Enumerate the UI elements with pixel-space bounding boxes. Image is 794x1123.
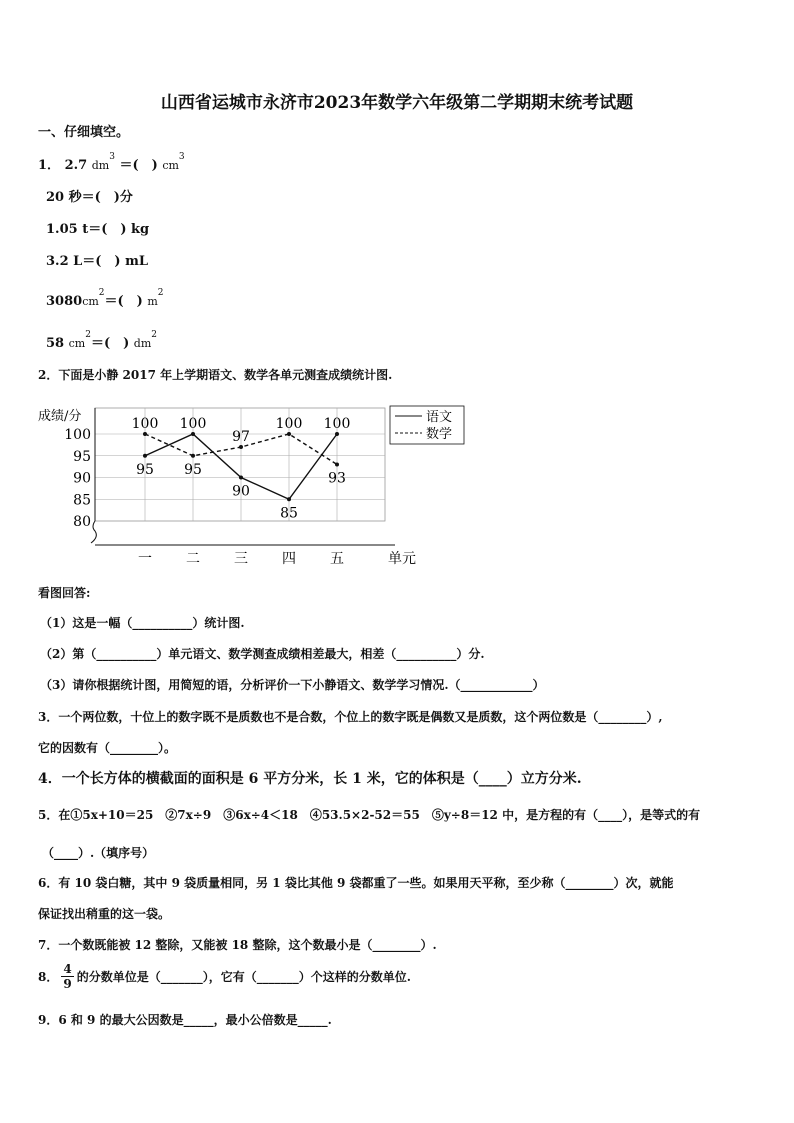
q1-l5-unit-1: cm — [82, 295, 99, 308]
q1-unit-cm: cm — [162, 159, 179, 172]
q1-unit-dm-power: 3 — [109, 152, 115, 162]
data-point — [143, 432, 147, 436]
q6-line-1: 6．有 10 袋白糖，其中 9 袋质量相同，另 1 袋比其他 9 袋都重了一些。如果用天平称，至少称（________）次，就能 — [38, 876, 674, 890]
data-label: 100 — [179, 416, 207, 432]
section-heading: 一、仔细填空。 — [38, 125, 130, 140]
chart-legend — [390, 406, 464, 444]
x-tick-label: 二 — [186, 551, 200, 567]
q1-l5-blank: ＝( ) — [104, 294, 143, 309]
q8-denominator: 9 — [63, 977, 72, 991]
x-tick-label: 五 — [330, 551, 344, 567]
y-tick-label: 95 — [73, 448, 91, 465]
y-tick-label: 90 — [73, 470, 91, 487]
q2-sub-2: （2）第（__________）单元语文、数学测查成绩相差最大，相差（__________）分. — [40, 647, 485, 661]
q1-line-2: 20 秒＝( )分 — [46, 190, 133, 205]
q2-look-heading: 看图回答: — [38, 586, 91, 600]
q1-l6-blank: ＝( ) — [90, 336, 130, 351]
q1-number: 1． — [38, 158, 61, 173]
data-label: 95 — [184, 461, 202, 478]
data-label: 93 — [328, 470, 346, 487]
q2-text: 2．下面是小静 2017 年上学期语文、数学各单元测查成绩统计图. — [38, 368, 393, 382]
q8-number: 8． — [38, 970, 59, 984]
q2-sub-1: （1）这是一幅（__________）统计图. — [40, 616, 245, 630]
q3-line-1: 3．一个两位数，十位上的数字既不是质数也不是合数，个位上的数字既是偶数又是质数，这个两位数是（________）, — [38, 710, 663, 724]
q8-fraction — [61, 962, 73, 991]
data-label: 85 — [280, 505, 298, 522]
q1-line-3: 1.05 t＝( ) kg — [46, 222, 150, 237]
q5-line-2: （____）.（填序号） — [42, 846, 155, 860]
q1-unit-cm-power: 3 — [178, 152, 185, 162]
data-label: 100 — [131, 416, 159, 432]
q1-l5-unit-1-power: 2 — [98, 288, 105, 298]
q5-line-1: 5．在①5x+10＝25 ②7x÷9 ③6x÷4＜18 ④53.5×2-52＝55 ⑤y÷8＝12 中，是方程的有（____），是等式的有 — [38, 808, 701, 822]
q6-line-2: 保证找出稍重的这一袋。 — [38, 907, 171, 921]
q8-text — [38, 962, 411, 991]
data-label: 90 — [232, 483, 250, 500]
data-label: 100 — [323, 416, 351, 432]
q1-line-1 — [38, 152, 185, 173]
data-point — [287, 497, 291, 501]
q1-l6-unit-1-power: 2 — [85, 330, 91, 340]
q1-blank: ＝( ) — [119, 158, 158, 173]
y-tick-label: 85 — [73, 492, 91, 509]
q1-l5-unit-2-power: 2 — [157, 288, 164, 298]
q4-text: 4．一个长方体的横截面的面积是 6 平方分米，长 1 米，它的体积是（____）立方分米. — [38, 771, 582, 787]
legend-label: 语文 — [426, 410, 453, 425]
y-tick-label: 100 — [64, 427, 91, 443]
data-label: 100 — [275, 416, 303, 432]
x-axis-label: 单元 — [388, 551, 416, 567]
legend-label: 数学 — [426, 427, 453, 442]
q1-value: 2.7 — [64, 158, 88, 173]
q8-numerator: 4 — [63, 962, 72, 976]
q1-line-6 — [46, 330, 157, 351]
y-tick-label: 80 — [73, 514, 91, 530]
data-point — [239, 445, 243, 449]
x-tick-label: 三 — [234, 551, 248, 567]
data-point — [143, 454, 147, 458]
q7-text: 7．一个数既能被 12 整除，又能被 18 整除，这个数最小是（________）. — [38, 938, 437, 952]
axis-break — [91, 521, 96, 543]
q9-text: 9．6 和 9 的最大公因数是_____，最小公倍数是_____. — [38, 1013, 332, 1027]
q1-line-5 — [46, 288, 164, 309]
q1-l6-unit-2: dm — [133, 337, 152, 350]
q1-l6-value: 58 — [46, 336, 65, 351]
data-point — [335, 432, 339, 436]
page-title: 山西省运城市永济市2023年数学六年级第二学期期末统考试题 — [160, 93, 634, 113]
q1-l5-value: 3080 — [46, 294, 83, 309]
q1-line-4: 3.2 L＝( ) mL — [46, 254, 149, 269]
q1-l6-unit-2-power: 2 — [151, 330, 158, 340]
data-point — [239, 476, 243, 480]
y-axis-label: 成绩/分 — [38, 409, 82, 424]
q8-rest: 的分数单位是（_______），它有（_______）个这样的分数单位. — [76, 970, 411, 984]
data-point — [191, 432, 195, 436]
x-tick-label: 四 — [282, 551, 296, 567]
data-point — [335, 462, 339, 466]
data-label: 97 — [232, 429, 250, 446]
x-tick-label: 一 — [138, 551, 152, 567]
data-label: 95 — [136, 461, 154, 478]
data-point — [287, 432, 291, 436]
score-line-chart — [30, 400, 470, 572]
q1-l5-unit-2: m — [147, 295, 158, 308]
q1-l6-unit-1: cm — [68, 337, 86, 350]
q1-unit-dm: dm — [91, 159, 110, 172]
data-point — [191, 454, 195, 458]
q3-line-2: 它的因数有（________）。 — [38, 741, 177, 755]
q2-sub-3: （3）请你根据统计图，用简短的语，分析评价一下小静语文、数学学习情况.（____________） — [40, 678, 545, 692]
